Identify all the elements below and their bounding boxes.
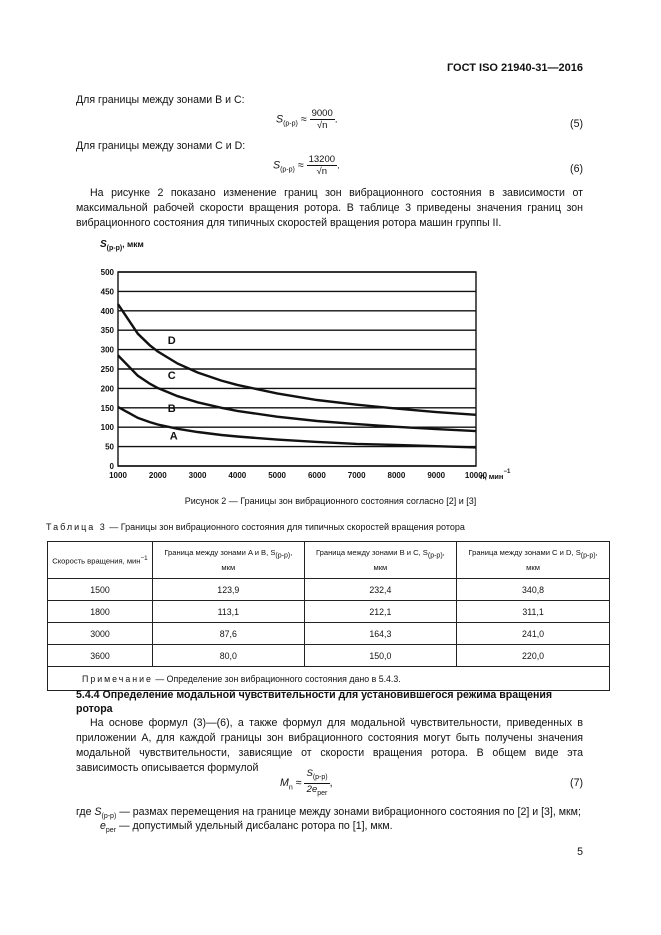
formula7-den (304, 784, 329, 799)
header-cd-text: Граница между зонами C и D, S (468, 548, 581, 558)
header-bc-text: Граница между зонами B и C, S (315, 548, 428, 558)
x-tick-label: 10000 (464, 471, 488, 480)
where-item-1 (76, 806, 581, 820)
formula5-den: √n (316, 120, 328, 131)
formula6-rel: ≈ (297, 159, 304, 172)
table-cell: 1800 (48, 601, 153, 623)
header-cd-sub: (р-р) (580, 552, 596, 560)
y-tick-label: 450 (100, 287, 114, 297)
header-speed-sup: −1 (140, 555, 148, 563)
formula7-num-sub: (р-р) (312, 773, 328, 781)
zone-boundaries-table (47, 541, 610, 691)
zone-boundaries-chart (80, 236, 540, 490)
y-tick-label: 250 (100, 365, 114, 374)
formula5-intro: Для границы между зонами B и C: (76, 94, 245, 106)
page-number: 5 (577, 846, 583, 858)
y-tick-label: 500 (100, 268, 114, 277)
table-cell: 220,0 (457, 645, 610, 667)
figure-caption: Рисунок 2 — Границы зон вибрационного состояния согласно [2] и [3] (184, 496, 477, 506)
formula6-end: . (337, 159, 340, 172)
table-caption-prefix: Таблица 3 (46, 522, 107, 532)
formula7-num-sym: S (306, 768, 313, 779)
formula7-lhs-sub: n (288, 784, 293, 792)
y-tick-label: 400 (100, 306, 114, 316)
zone-label-A: A (169, 430, 178, 443)
table-cell: 3600 (48, 645, 153, 667)
where-item1-text: — размах перемещения на границе между зонами вибрационного состояния по [2] и [3], мкм; (116, 806, 581, 818)
table-row (48, 579, 610, 601)
section-paragraph: На основе формул (3)—(6), а также формул для модальной чувствительности, приведенных в приложении А, для каждой границы зон вибрационного состояния могут быть получены значения модальной чувствительности, зависящие от скорости вращения ротора. В общем виде эта зависимость описывается формулой (76, 717, 583, 774)
x-tick-label: 6000 (307, 471, 326, 480)
table-note-text: — Определение зон вибрационного состояния дано в 5.4.3. (152, 673, 401, 684)
zone-label-B: B (167, 402, 176, 415)
formula6-lhs-sub: (р-р) (280, 166, 295, 174)
table-cell: 123,9 (153, 579, 305, 601)
paragraph-figure-intro: На рисунке 2 показано изменение границ зон вибрационного состояния в зависимости от максимальной рабочей скорости вращения ротора. В таблице 3 приведены значения границ зон вибрационного состояния для типичных скоростей вращения ротора машин группы II. (76, 187, 583, 229)
table-cell: 87,6 (153, 623, 305, 645)
formula5 (276, 108, 338, 131)
y-tick-label: 150 (100, 403, 114, 413)
x-tick-label: 9000 (427, 471, 446, 480)
zone-label-D: D (167, 334, 176, 347)
header-ab-sub: (р-р) (275, 552, 291, 560)
table-cell: 212,1 (304, 601, 456, 623)
section-title: Определение модальной чувствительности для установившегося режима вращения ротора (76, 689, 553, 715)
x-tick-label: 8000 (387, 471, 406, 480)
formula6 (273, 154, 340, 177)
formula6-number: (6) (570, 163, 583, 175)
document-header: ГОСТ ISO 21940-31—2016 (446, 62, 583, 74)
header-cd-tail: , мкм (526, 548, 598, 572)
formula6-den: √n (316, 166, 328, 177)
table-header-row (48, 542, 610, 579)
x-tick-label: 5000 (268, 471, 287, 480)
table-cell: 150,0 (304, 645, 456, 667)
where-item-2 (100, 820, 393, 834)
formula6-intro: Для границы между зонами C и D: (76, 140, 246, 152)
where-item2-sub: per (105, 827, 117, 835)
formula7-end: , (329, 777, 333, 790)
header-ab-tail: , мкм (221, 548, 293, 572)
table-cell: 1500 (48, 579, 153, 601)
section-number: 5.4.4 (76, 689, 100, 701)
y-tick-label: 100 (100, 423, 114, 433)
table-note-prefix: Примечание (82, 673, 153, 684)
formula7-den-sym: 2e (306, 783, 318, 795)
y-tick-label: 350 (100, 326, 114, 336)
where-item1-sub: (р-р) (101, 813, 117, 821)
formula7-den-sub: per (317, 789, 328, 797)
table-caption-text: — Границы зон вибрационного состояния для типичных скоростей вращения ротора (106, 522, 465, 532)
table-row (48, 623, 610, 645)
y-tick-label: 50 (105, 442, 114, 452)
header-ab-text: Граница между зонами A и B, S (164, 548, 276, 558)
formula7 (280, 768, 333, 799)
table-header-ab (153, 542, 305, 579)
formula5-rel: ≈ (300, 113, 307, 126)
y-tick-label: 0 (109, 462, 114, 471)
formula6-lhs: S (273, 159, 281, 172)
table-header-cd (457, 542, 610, 579)
x-tick-label: 4000 (228, 471, 247, 480)
where-prefix: где (76, 806, 92, 818)
table-header-bc (304, 542, 456, 579)
y-tick-label: 200 (100, 384, 114, 394)
formula5-fraction (310, 108, 335, 131)
table-cell: 164,3 (304, 623, 456, 645)
where-item2-text: — допустимый удельный дисбаланс ротора по [1], мкм. (116, 820, 393, 832)
formula7-lhs: M (280, 777, 289, 790)
header-bc-tail: , мкм (373, 548, 445, 572)
formula5-num: 9000 (311, 108, 333, 119)
table-caption (46, 522, 465, 532)
table-row (48, 601, 610, 623)
formula7-fraction (304, 768, 329, 799)
series-line-B (118, 355, 476, 431)
header-bc-sub: (р-р) (427, 552, 443, 560)
header-speed-text: Скорость вращения, мин (52, 556, 141, 566)
table-cell: 311,1 (457, 601, 610, 623)
table-note (48, 667, 610, 691)
y-axis-label: $S_{(р-р)}$, мкм (100, 239, 144, 252)
x-tick-label: 2000 (148, 471, 167, 480)
formula5-number: (5) (570, 118, 583, 130)
formula6-num: 13200 (308, 154, 336, 165)
x-tick-label: 7000 (347, 471, 366, 480)
series-line-C (118, 304, 476, 415)
formula5-end: . (334, 113, 338, 126)
where-item1-sym: S (94, 806, 102, 818)
table-cell: 3000 (48, 623, 153, 645)
table-cell: 241,0 (457, 623, 610, 645)
x-tick-label: 3000 (188, 471, 207, 480)
table-header-speed (48, 542, 153, 579)
table-cell: 232,4 (304, 579, 456, 601)
formula7-number: (7) (570, 777, 583, 789)
formula5-lhs-sub: (р-р) (283, 120, 298, 128)
table-row (48, 645, 610, 667)
formula7-num (304, 768, 329, 784)
where-item2-sym: e (100, 820, 106, 832)
zone-label-C: C (167, 369, 176, 382)
table-cell: 113,1 (153, 601, 305, 623)
table-cell: 340,8 (457, 579, 610, 601)
formula7-rel: ≈ (295, 777, 302, 790)
chart-axes (100, 239, 511, 481)
formula5-lhs: S (276, 113, 284, 126)
x-tick-label: 1000 (109, 471, 127, 480)
table-cell: 80,0 (153, 645, 305, 667)
y-tick-label: 300 (100, 345, 114, 355)
x-axis-label: n, мин$^{-1}$ (480, 469, 511, 481)
section-heading (76, 688, 586, 716)
formula6-fraction (307, 154, 337, 177)
table-note-row (48, 667, 610, 691)
